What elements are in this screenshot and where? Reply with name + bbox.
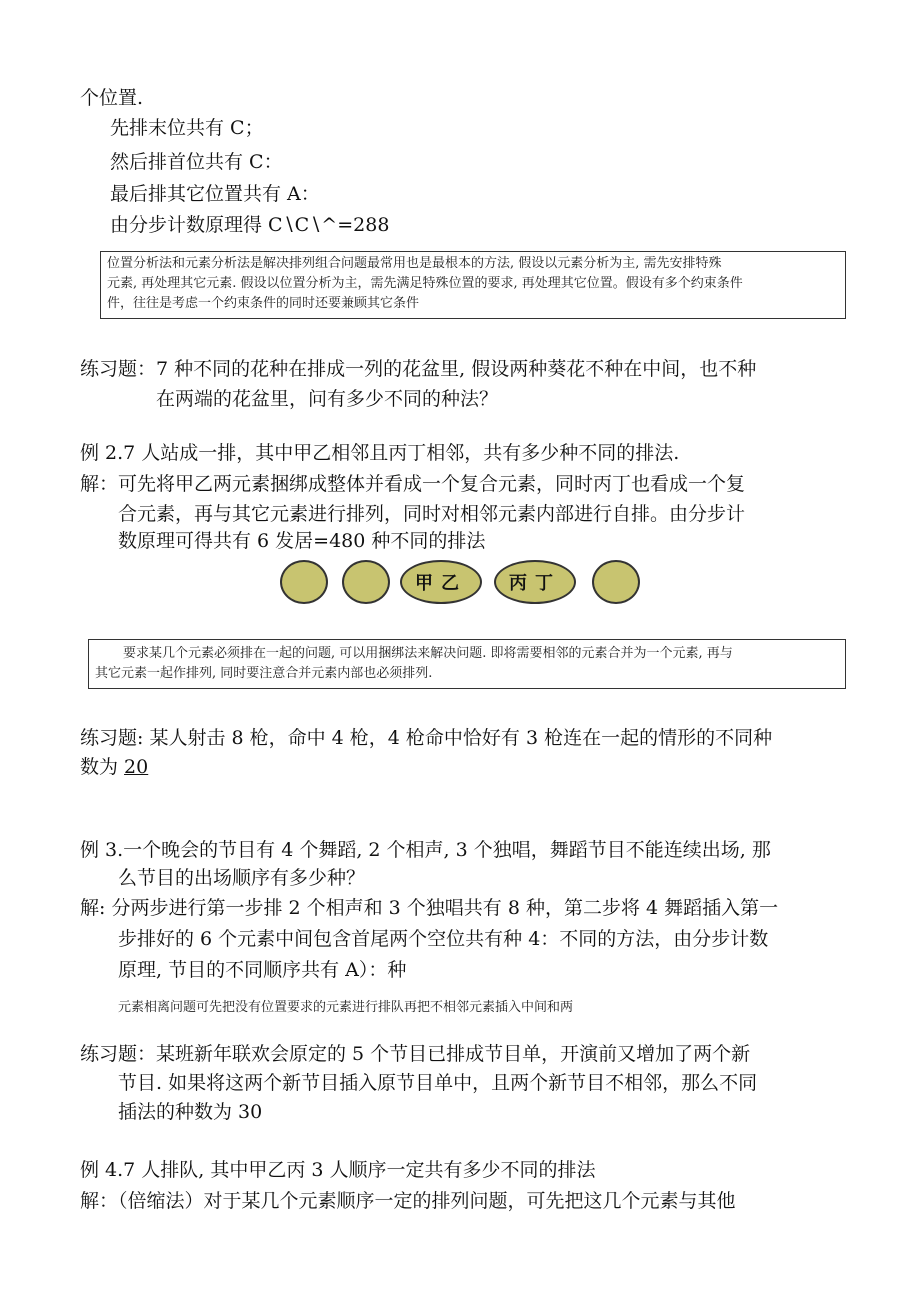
solution-line: 解: 分两步进行第一步排 2 个相声和 3 个独唱共有 8 种，第二步将 4 舞蹈插入第一 <box>80 897 779 919</box>
insertion-note: 元素相离问题可先把没有位置要求的元素进行排队再把不相邻元素插入中间和两 <box>118 1000 574 1015</box>
note-line: 位置分析法和元素分析法是解决排列组合问题最常用也是最根本的方法, 假设以元素分析为主, 需先安排特殊 <box>107 256 722 271</box>
solution-line: 原理, 节目的不同顺序共有 A）：种 <box>118 959 407 981</box>
note-line: 要求某几个元素必须排在一起的问题, 可以用捆绑法来解决问题. 即将需要相邻的元素合并为一个元素, 再与 <box>123 646 733 661</box>
example-title: 例 2.7 人站成一排，其中甲乙相邻且丙丁相邻，共有多少种不同的排法. <box>80 442 680 464</box>
exercise-line: 在两端的花盆里，问有多少不同的种法？ <box>156 388 499 410</box>
bundling-note-box <box>88 639 846 689</box>
text-line: 由分步计数原理得 C∖C∖^=288 <box>110 214 390 236</box>
text-line: 最后排其它位置共有 A： <box>110 183 320 205</box>
solution-line: 步排好的 6 个元素中间包含首尾两个空位共有种 4：不同的方法，由分步计数 <box>118 928 769 950</box>
example-title: 例 4.7 人排队, 其中甲乙丙 3 人顺序一定共有多少不同的排法 <box>80 1159 596 1181</box>
exercise-line <box>80 755 148 779</box>
solution-line: 合元素，再与其它元素进行排列，同时对相邻元素内部进行自排。由分步计 <box>118 503 746 525</box>
solution-line: 解：可先将甲乙两元素捆绑成整体并看成一个复合元素，同时丙丁也看成一个复 <box>80 473 746 495</box>
bundling-diagram <box>280 558 660 612</box>
exercise-text: 数为 <box>80 756 125 778</box>
exercise-line: 练习题：7 种不同的花种在排成一列的花盆里, 假设两种葵花不种在中间，也不种 <box>80 358 757 380</box>
single-element-circle <box>342 560 390 604</box>
single-element-circle <box>280 560 328 604</box>
answer-value: 20 <box>124 756 149 778</box>
example-title: 么节目的出场顺序有多少种？ <box>118 867 366 889</box>
exercise-line: 练习题: 某人射击 8 枪，命中 4 枪，4 枪命中恰好有 3 枪连在一起的情形的不同种 <box>80 727 773 749</box>
exercise-line: 节目. 如果将这两个新节目插入原节目单中，且两个新节目不相邻，那么不同 <box>118 1072 758 1094</box>
method-note-box <box>100 251 846 319</box>
bundled-pair-bing-ding: 丙丁 <box>494 560 576 604</box>
text-line: 先排末位共有 C； <box>110 117 264 139</box>
note-line: 其它元素一起作排列, 同时要注意合并元素内部也必须排列. <box>95 666 433 681</box>
example-title: 例 3.一个晚会的节目有 4 个舞蹈, 2 个相声, 3 个独唱，舞蹈节目不能连续出场, 那 <box>80 839 771 861</box>
text-line: 个位置. <box>80 87 144 109</box>
exercise-line: 插法的种数为 30 <box>118 1101 263 1123</box>
single-element-circle <box>592 560 640 604</box>
solution-line: 解：（倍缩法）对于某几个元素顺序一定的排列问题，可先把这几个元素与其他 <box>80 1190 736 1212</box>
exercise-line: 练习题：某班新年联欢会原定的 5 个节目已排成节目单，开演前又增加了两个新 <box>80 1043 751 1065</box>
solution-line: 数原理可得共有 6 发居=480 种不同的排法 <box>118 530 486 552</box>
bundled-pair-jia-yi: 甲乙 <box>400 560 482 604</box>
note-line: 件，往往是考虑一个约束条件的同时还要兼顾其它条件 <box>107 296 420 311</box>
note-line: 元素, 再处理其它元素. 假设以位置分析为主，需先满足特殊位置的要求, 再处理其它位置。假设有多个约束条件 <box>107 276 743 291</box>
text-line: 然后排首位共有 C： <box>110 151 283 173</box>
